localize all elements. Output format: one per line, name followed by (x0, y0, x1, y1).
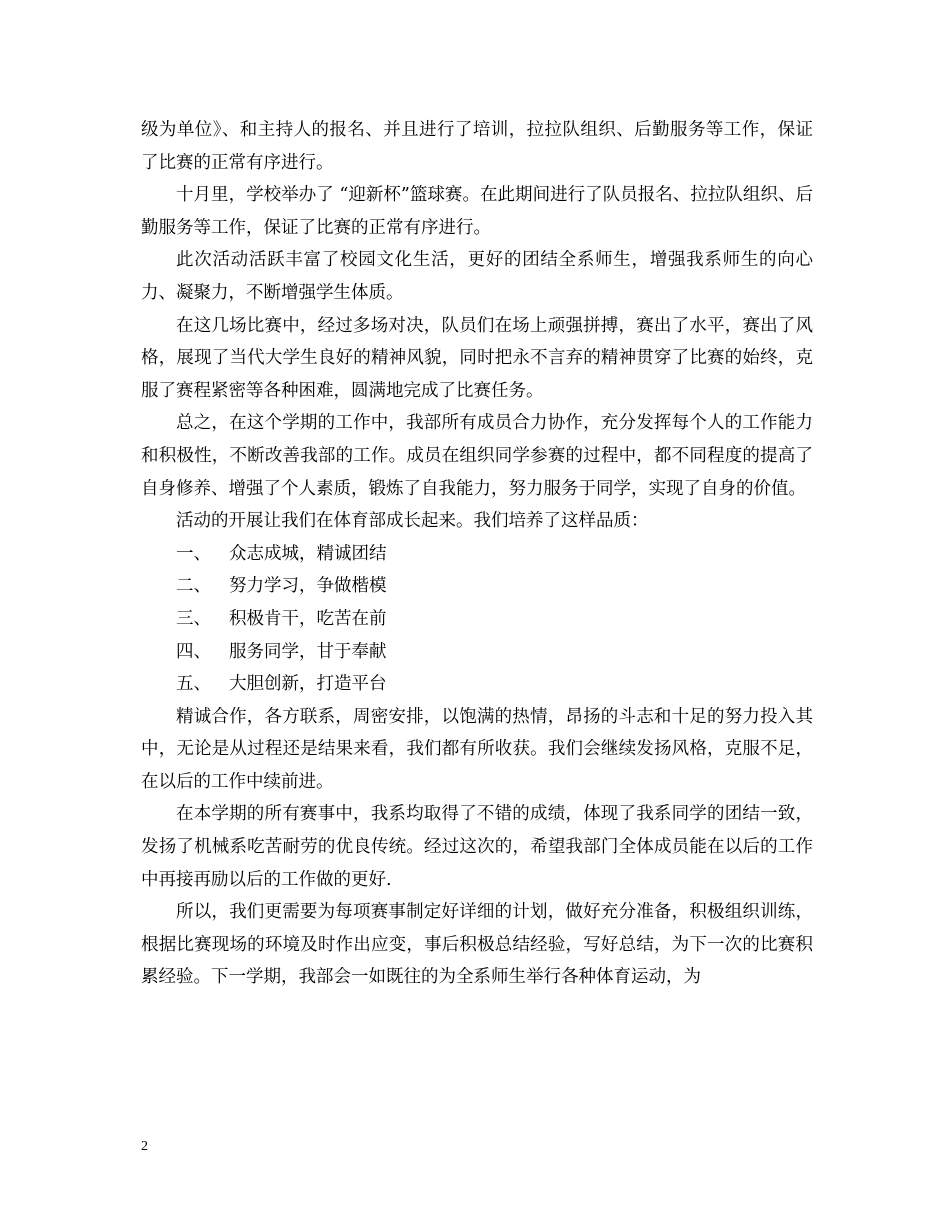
list-item-text: 服务同学，甘于奉献 (229, 641, 387, 662)
list-item-number: 一、 (176, 543, 211, 564)
list-item-text: 积极肯干，吃苦在前 (229, 608, 387, 629)
paragraph: 十月里，学校举办了 “迎新杯”篮球赛。在此期间进行了队员报名、拉拉队组织、后勤服务等工作，保证了比赛的正常有序进行。 (141, 185, 813, 238)
paragraph: 活动的开展让我们在体育部成长起来。我们培养了这样品质： (176, 511, 649, 532)
paragraphs-before-list (141, 114, 813, 538)
paragraph: 所以，我们更需要为每项赛事制定好详细的计划，做好充分准备，积极组织训练，根据比赛现场的环境及时作出应变，事后积极总结经验，写好总结，为下一次的比赛积累经验。下一学期，我部会一如既往的为全系师生举行各种体育运动，为 (141, 902, 813, 988)
paragraph: 此次活动活跃丰富了校园文化生活，更好的团结全系师生，增强我系师生的向心力、凝聚力，不断增强学生体质。 (141, 250, 813, 303)
list-item (141, 636, 813, 669)
list-item (141, 570, 813, 603)
page-number: 2 (141, 1139, 148, 1154)
list-item-number: 三、 (176, 608, 211, 629)
paragraph: 在这几场比赛中，经过多场对决，队员们在场上顽强拼搏，赛出了水平，赛出了风格，展现了当代大学生良好的精神风貌，同时把永不言弃的精神贯穿了比赛的始终，克服了赛程紧密等各种困难，圆满地完成了比赛任务。 (141, 315, 813, 401)
list-item (141, 603, 813, 636)
list-item-number: 四、 (176, 641, 211, 662)
list-item-text: 大胆创新，打造平台 (229, 674, 387, 695)
document-body (141, 114, 813, 994)
list-item-text: 努力学习，争做楷模 (229, 576, 387, 597)
qualities-list (141, 538, 813, 701)
list-item (141, 538, 813, 571)
list-item-text: 众志成城，精诚团结 (229, 543, 387, 564)
paragraph: 总之，在这个学期的工作中，我部所有成员合力协作，充分发挥每个人的工作能力和积极性，不断改善我部的工作。成员在组织同学参赛的过程中，都不同程度的提高了自身修养、增强了个人素质，锻炼了自我能力，努力服务于同学，实现了自身的价值。 (141, 413, 813, 499)
list-item (141, 668, 813, 701)
paragraph: 精诚合作，各方联系，周密安排，以饱满的热情，昂扬的斗志和十足的努力投入其中，无论是从过程还是结果来看，我们都有所收获。我们会继续发扬风格，克服不足，在以后的工作中续前进。 (141, 706, 813, 792)
paragraphs-after-list (141, 701, 813, 994)
paragraph: 在本学期的所有赛事中，我系均取得了不错的成绩，体现了我系同学的团结一致，发扬了机械系吃苦耐劳的优良传统。经过这次的，希望我部门全体成员能在以后的工作中再接再励以后的工作做的更好. (141, 804, 813, 890)
list-item-number: 二、 (176, 576, 211, 597)
list-item-number: 五、 (176, 674, 211, 695)
paragraph: 级为单位》、和主持人的报名、并且进行了培训，拉拉队组织、后勤服务等工作，保证了比赛的正常有序进行。 (141, 120, 813, 173)
